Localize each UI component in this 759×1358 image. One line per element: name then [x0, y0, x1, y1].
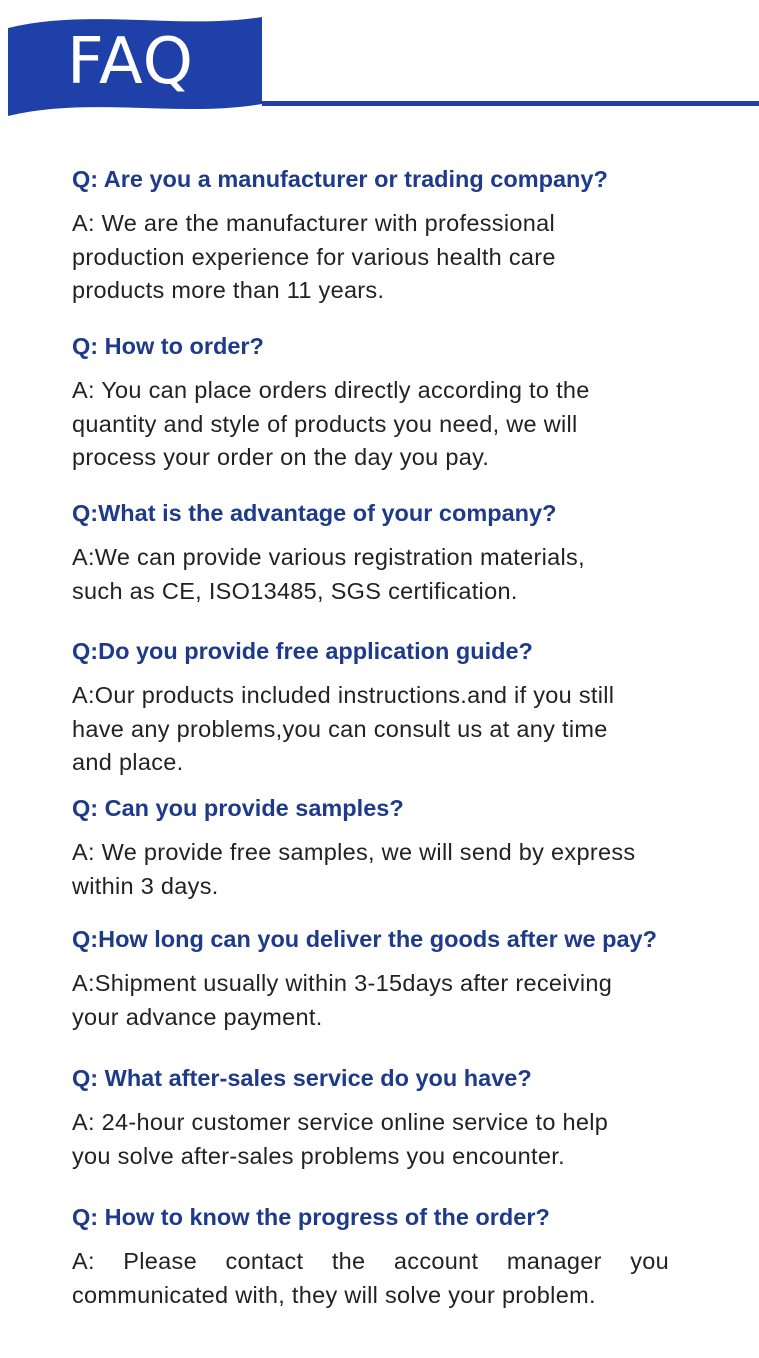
faq-question: Q: How to order?: [72, 333, 264, 359]
faq-item: [72, 164, 732, 308]
faq-question: Q:Do you provide free application guide?: [72, 638, 533, 664]
faq-question: Q:How long can you deliver the goods after we pay?: [72, 926, 657, 952]
faq-answer: A:Shipment usually within 3-15days after receiving your advance payment.: [72, 970, 613, 1030]
faq-item: [72, 636, 732, 780]
faq-answer: A: Please contact the account manager you communicated with, they will solve your problem.: [72, 1248, 669, 1308]
faq-answer: A: You can place orders directly according to the quantity and style of products you need, we will process your order on the day you pay.: [72, 377, 590, 470]
faq-answer: A: We provide free samples, we will send by express within 3 days.: [72, 839, 636, 899]
faq-question: Q: Are you a manufacturer or trading company?: [72, 166, 608, 192]
faq-question: Q: What after-sales service do you have?: [72, 1065, 532, 1091]
header-rule: [262, 101, 759, 106]
faq-question: Q: How to know the progress of the order?: [72, 1204, 550, 1230]
faq-item: [72, 498, 732, 608]
faq-item: [72, 1202, 732, 1312]
faq-item: [72, 1063, 732, 1173]
faq-question: Q: Can you provide samples?: [72, 795, 404, 821]
faq-answer: A:Our products included instructions.and if you still have any problems,you can consult us at any time and place.: [72, 682, 615, 775]
faq-banner: [0, 0, 759, 135]
faq-item: [72, 331, 732, 475]
page-title: FAQ: [67, 25, 194, 99]
faq-question: Q:What is the advantage of your company?: [72, 500, 557, 526]
faq-answer: A: We are the manufacturer with professional production experience for various health care products more than 11 years.: [72, 210, 556, 303]
faq-answer: A: 24-hour customer service online service to help you solve after-sales problems you encounter.: [72, 1109, 609, 1169]
faq-item: [72, 924, 732, 1034]
faq-item: [72, 793, 732, 903]
faq-answer: A:We can provide various registration materials, such as CE, ISO13485, SGS certification.: [72, 544, 585, 604]
